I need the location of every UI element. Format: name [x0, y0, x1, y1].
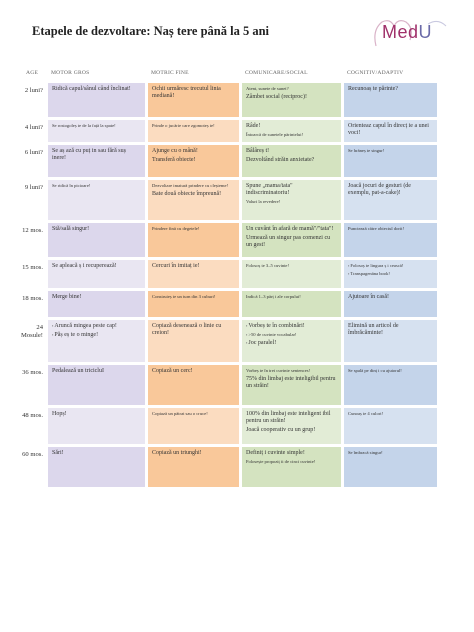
milestone-cell-fine — [148, 260, 239, 288]
milestones-table — [18, 66, 448, 487]
milestone-cell-gross — [48, 365, 145, 405]
milestone-cell-cog — [344, 408, 437, 444]
milestone-text: ▪ Transpagenăna book! — [348, 271, 433, 277]
milestone-cell-fine — [148, 83, 239, 117]
milestone-text: Dezvoltare imatură prindere cu cleșteme! — [152, 183, 229, 188]
age-cell: 36 mos. — [22, 369, 43, 376]
milestone-text: Urmează un singur pas comenzi cu un gest! — [246, 235, 331, 249]
milestone-cell-cog — [344, 120, 437, 142]
milestone-cell-comm — [242, 145, 341, 177]
milestone-cell-fine — [148, 365, 239, 405]
milestone-text: Prinde o jucărie care zgomoteș te! — [152, 123, 215, 128]
age-cell: 6 luni? — [24, 149, 43, 156]
milestone-text: Folosoș te 3–5 cuvinte! — [246, 263, 289, 268]
age-cell: 2 luni? — [24, 87, 43, 94]
milestone-cell-cog — [344, 320, 437, 362]
age-cell: 60 mos. — [22, 451, 43, 458]
age-cell: 4 luni? — [24, 124, 43, 131]
milestone-cell-gross — [48, 120, 145, 142]
age-cell: 9 luni? — [24, 184, 43, 191]
milestone-text: Se îmbracă singur! — [348, 450, 383, 455]
header-cognitive: COGNITIV/ADAPTIV — [347, 70, 404, 76]
milestone-text: Spune „mama/tata" indiscriminatoriu! — [246, 183, 293, 197]
milestone-cell-comm — [242, 120, 341, 142]
milestone-cell-gross — [48, 320, 145, 362]
milestone-text: Indică 1–3 părț i ale corpului! — [246, 294, 301, 299]
milestone-text: Copiază un pătrat sau o cruce! — [152, 411, 208, 416]
milestone-text: Copiază un triunghi! — [152, 450, 202, 456]
milestone-text: Copiază desenează o linie cu creion! — [152, 323, 222, 337]
milestone-text: Copiază un cerc! — [152, 368, 193, 374]
milestone-text: Se ridică în picioare! — [52, 183, 91, 188]
milestone-text: Merge bine! — [52, 294, 82, 300]
milestone-text: ▪ >50 de cuvinte vocabular! — [246, 332, 337, 338]
milestone-text: Ridică capul/sânul când înclinat! — [52, 86, 131, 92]
milestone-cell-gross — [48, 223, 145, 257]
milestone-cell-gross — [48, 260, 145, 288]
milestone-text: ▪ Joc paralel! — [246, 340, 337, 347]
milestone-text: Joacă cooperativ cu un grup! — [246, 427, 316, 434]
milestone-cell-gross — [48, 83, 145, 117]
milestone-cell-cog — [344, 145, 437, 177]
age-cell: 15 mos. — [22, 264, 43, 271]
milestone-text: Bate două obiecte împreună! — [152, 190, 222, 197]
milestone-cell-fine — [148, 180, 239, 220]
milestone-cell-fine — [148, 120, 239, 142]
milestone-text: Se apleacă ș i recuperează! — [52, 263, 117, 269]
milestone-text: Transferă obiecte! — [152, 157, 196, 164]
milestone-cell-cog — [344, 223, 437, 257]
milestone-cell-fine — [148, 223, 239, 257]
milestone-text: ▪ Vorbeș te în combinări! — [246, 323, 337, 330]
milestone-text: Vorbeș te în trei cuvinte sentences! — [246, 368, 311, 373]
milestone-text: ▪ Folosoș te lingura ș i cească! — [348, 263, 433, 269]
milestone-text: Râde! — [246, 123, 261, 129]
header-gross-motor: MOTOR GROS — [51, 70, 90, 76]
milestone-text: Joacă jocuri de gesturi (de exemplu, pat-a-cake)! — [348, 183, 411, 197]
milestone-cell-cog — [344, 260, 437, 288]
page-title: Etapele de dezvoltare: Naș tere până la 5 ani — [32, 24, 270, 38]
age-cell: 18 mos. — [22, 295, 43, 302]
milestone-text: Un cuvânt în afară de mamă"/"tata"! — [246, 226, 334, 232]
milestone-text: Valuri la revedere! — [246, 199, 281, 205]
milestone-text: Zâmbet social (reciproc)! — [246, 93, 307, 100]
milestone-text: Hopș! — [52, 411, 67, 417]
milestone-text: Întoarcă de sunetele părintelui! — [246, 132, 304, 138]
milestone-text: Folosește propoziț ii de cinci cuvinte! — [246, 459, 316, 465]
milestone-cell-gross — [48, 145, 145, 177]
milestone-text: Stă/sală singur! — [52, 226, 90, 232]
milestone-cell-gross — [48, 291, 145, 317]
medu-logo — [368, 16, 454, 50]
milestone-cell-comm — [242, 180, 341, 220]
milestone-text: 100% din limbaj este inteligent ibil pentru un străin! — [246, 411, 331, 425]
header-communication: COMUNICARE/SOCIAL — [245, 70, 308, 76]
milestone-cell-comm — [242, 408, 341, 444]
milestone-text: Pedalează un tricicluI — [52, 368, 104, 374]
milestone-text: Punctează către obiectul dorit! — [348, 226, 404, 231]
milestone-cell-fine — [148, 447, 239, 487]
milestone-text: Atent, sunete de sunet? — [246, 86, 289, 91]
milestone-text: Ochii urmăresc trecutul linia mediană! — [152, 86, 221, 100]
milestone-cell-cog — [344, 365, 437, 405]
age-cell: 24 Mosule! — [21, 324, 43, 340]
milestone-cell-cog — [344, 180, 437, 220]
milestone-cell-comm — [242, 365, 341, 405]
milestone-text: Construieș te un turn din 3 cuburi! — [152, 294, 216, 299]
milestone-cell-gross — [48, 180, 145, 220]
milestone-text: Se spală pe dinț i cu ajutorul! — [348, 368, 402, 373]
logo-text: MedU — [382, 22, 433, 42]
milestone-cell-comm — [242, 223, 341, 257]
milestone-text: Se hrăneș te singur! — [348, 148, 385, 153]
age-cell: 48 mos. — [22, 412, 43, 419]
milestone-text: Cunoaș te 4 culori! — [348, 411, 384, 416]
milestone-text: Ajunge cu o mână! — [152, 148, 198, 154]
milestone-cell-fine — [148, 145, 239, 177]
milestone-cell-cog — [344, 83, 437, 117]
milestone-cell-fine — [148, 291, 239, 317]
milestone-text: Bâlâreș t! — [246, 148, 270, 154]
milestone-cell-comm — [242, 83, 341, 117]
milestone-text: 75% din limbaj este inteligibil pentru un străin! — [246, 375, 336, 389]
milestone-text: Dezvoltând străin anxietate? — [246, 157, 315, 164]
milestone-cell-cog — [344, 447, 437, 487]
header-fine-motor: MOTRIC FINE — [151, 70, 189, 76]
header-age: AGE — [26, 70, 39, 76]
milestone-cell-gross — [48, 447, 145, 487]
milestone-cell-comm — [242, 291, 341, 317]
milestone-text: Sări! — [52, 450, 64, 456]
milestone-text: ▪ Aruncă mingea peste cap! — [52, 323, 141, 330]
milestone-text: Definiț i cuvinte simple! — [246, 450, 305, 456]
milestone-cell-comm — [242, 447, 341, 487]
milestone-text: Elimină un articol de îmbrăcăminte! — [348, 323, 399, 337]
milestone-text: Recunoaș te părinte? — [348, 86, 398, 92]
milestone-text: ▪ Păș eș te o minge! — [52, 332, 141, 339]
milestone-cell-fine — [148, 408, 239, 444]
milestone-cell-comm — [242, 260, 341, 288]
milestone-text: Se aș ază cu puț in sau fără suș inere! — [52, 148, 126, 162]
milestone-cell-gross — [48, 408, 145, 444]
milestone-text: Se rostogoleș te de la față la spate! — [52, 123, 116, 128]
milestone-text: Ajutoare în casă! — [348, 294, 389, 300]
milestone-cell-cog — [344, 291, 437, 317]
milestone-text: Orienteaz capul în direcț ie a unei voci! — [348, 123, 429, 137]
milestone-text: Cercuri în imitaț ie! — [152, 263, 200, 269]
milestone-cell-fine — [148, 320, 239, 362]
age-cell: 12 mos. — [22, 227, 43, 234]
milestone-text: Prindere fină cu degetele! — [152, 226, 200, 231]
milestone-cell-comm — [242, 320, 341, 362]
